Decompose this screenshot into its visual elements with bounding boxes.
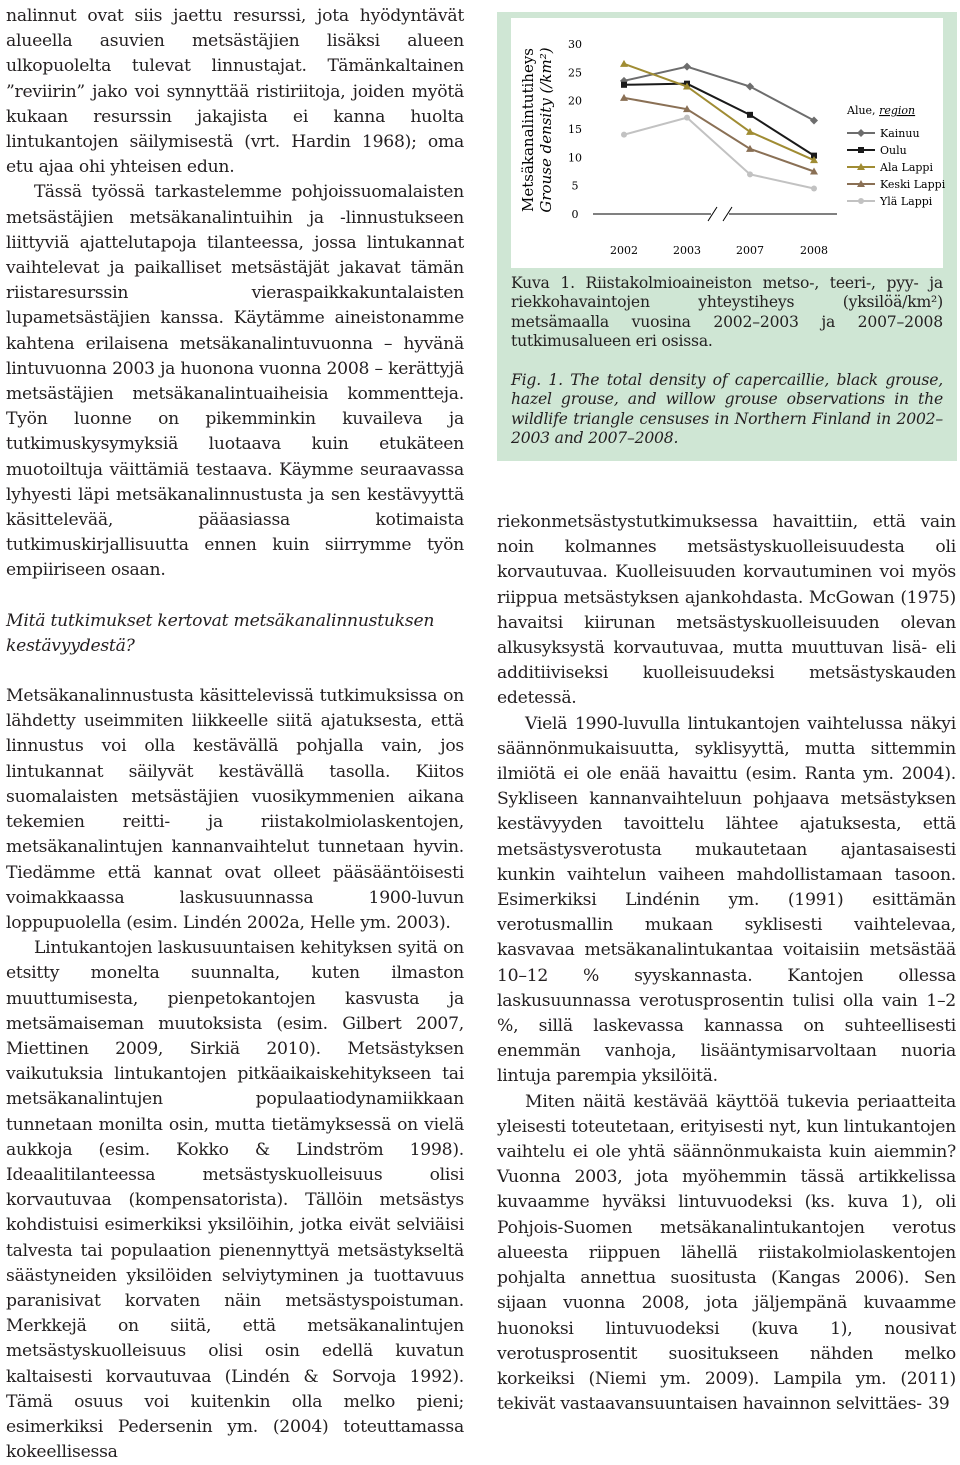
caption-english: Fig. 1. The total density of capercaillie, black grouse, hazel grouse, and willow grouse observations in the wildlife triangle censuses in Northern Finland in 2002–2003 and 2007–2008. — [511, 371, 943, 448]
x-tick-label: 2007 — [736, 244, 764, 257]
legend-title-en: region — [879, 104, 916, 117]
x-tick-label: 2003 — [673, 244, 701, 257]
y-axis-label-en: Grouse density (/km²) — [537, 47, 555, 213]
paragraph: Vielä 1990-luvulla lintukantojen vaihtelussa näkyi säännönmukaisuutta, syklisyyttä, mutta sittemmin ilmiötä ei ole enää havaittu (esim. Ranta ym. 2004). Sykliseen kannanvaihteluun pohjaava metsästyksen kestävyyden tavoittelu lähtee ajatuksesta, että metsästysverotusta mukautetaan ajantasaisesti kunkin vaihtelun vaiheen mahdollistamaan tasoon. Esimerkiksi Lindénin ym. (1991) esittämän verotusmallin mukaan syklisesti vaihtelevaa, kasvavaa metsäkanalintukantaa voitaisiin metsästää 10–12 % syyskannasta. Kantojen ollessa laskusuunnassa verotusprosentin tulisi olla vain 1–2 %, sillä laskevassa kannassa on suhteellisesti enemmän vanhoja, lisääntymisarvoltaan nuoria lintuja parempia yksilöitä. — [497, 713, 956, 1087]
data-point — [747, 112, 753, 118]
legend-label: Kainuu — [880, 127, 920, 140]
x-tick-label: 2002 — [610, 244, 638, 257]
grouse-density-chart — [511, 18, 946, 268]
y-tick-label: 30 — [568, 38, 582, 51]
y-axis-label — [519, 47, 555, 212]
paragraph: Metsäkanalinnustusta käsittelevissä tutkimuksissa on lähdetty useimmiten liikkeelle siitä ajatuksesta, että linnustus voi olla kestävällä pohjalla vain, jos lintukannat säilyvät kestävällä tasolla. Kiitos suomalaisten metsästäjien vuosikymmenien aikana tekemien reitti- ja riistakolmiolaskentojen, metsäkanalintujen kannanvaihtelut tunnetaan hyvin. Tiedämme että kannat ovat olleet pääsääntöisesti voimakkaassa laskusuunnassa 1900-luvun loppupuolella (esim. Lindén 2002a, Helle ym. 2003). — [6, 686, 464, 933]
data-point — [683, 63, 691, 71]
paragraph: nalinnut ovat siis jaettu resurssi, jota hyödyntävät alueella asuvien metsästäjien lisäksi alueen ulkopuolelta tulevat linnustajat. Tämänkaltainen ”reviirin” jako voi synnyttää ristiriitoja, joiden myötä kukaan resurssin jakajista ei kanna huolta lintukantojen säilymisestä (vrt. Hardin 1968); oma etu ajaa ohi yhteisen edun. — [6, 6, 464, 178]
data-point — [857, 129, 865, 137]
legend-title-fi: Alue, — [847, 104, 880, 117]
right-column — [497, 510, 956, 1417]
data-point — [746, 83, 754, 91]
paragraph: Lintukantojen laskusuuntaisen kehityksen syitä on etsitty monelta suunnalta, kuten ilmaston muuttumisesta, pienpetokantojen kasvusta ja metsämaiseman muutoksista (esim. Gilbert 2007, Miettinen 2009, Sirkiä 2010). Metsästyksen vaikutuksia lintukantojen pitkäaikaiskehitykseen tai metsäkanalintujen populaatiodynamiikkaan tunnetaan monilta osin, mutta tietämyksessä on vielä aukkoja (esim. Kokko & Lindström 1998). Ideaalitilanteessa metsästyskuolleisuus olisi korvautuvaa (kompensatorista). Tällöin metsästys kohdistuisi esimerkiksi yksilöihin, jotka eivät selviäisi talvesta tai populaation pienennyttyä metsästykseltä säästyneiden yksilöiden selviytyminen ja tuottavuus paranisivat korvaten näin metsästyspoistuman. Merkkejä on siitä, että metsäkanalintujen metsästyskuolleisuus olisi osin edellä kuvatun kaltaisesti korvautuvaa (Lindén & Sorvoja 1992). Tämä osuus voi kuitenkin olla melko pieni; esimerkiksi Pedersenin ym. (2004) toteuttamassa kokeellisessa — [6, 938, 464, 1463]
figure-box — [497, 12, 957, 461]
y-tick-label: 20 — [568, 94, 582, 108]
legend-label: Ala Lappi — [880, 161, 933, 174]
page-number: 39 — [928, 1394, 950, 1414]
data-point — [747, 171, 753, 177]
data-point — [684, 115, 690, 121]
y-axis-label-fi: Metsäkanalintutiheys — [519, 47, 537, 213]
paragraph: Miten näitä kestävää käyttöä tukevia periaatteita yleisesti toteutetaan, erityisesti nyt, kun lintukantojen vaihtelu ei ole yhtä säännönmukaista kuin aiemmin? Vuonna 2003, jota myöhemmin tässä artikkelissa kuvaamme hyväksi lintuvuodeksi (ks. kuva 1), oli Pohjois-Suomen metsäkanalintukantojen verotus alueesta riippuen lähellä riistakolmiolaskentojen pohjalta annettua suositusta (Kangas 2006). Sen sijaan vuonna 2008, jota jäljempänä kuvaamme huonoksi lintuvuodeksi (kuva 1), nousivat verotusprosentit suositukseen nähden melko korkeiksi (Niemi ym. 2009). Lampila ym. (2011) tekivät vastaavansuuntaisen havainnon selvittäes- — [497, 1091, 956, 1415]
chart-svg — [511, 18, 946, 268]
legend-label: Keski Lappi — [880, 178, 946, 191]
data-point — [621, 132, 627, 138]
data-point — [620, 60, 628, 67]
data-point — [858, 198, 864, 204]
section-heading: Mitä tutkimukset kertovat metsäkanalinnustuksen kestävyydestä? — [6, 610, 435, 656]
y-tick-label: 10 — [568, 151, 582, 165]
data-point — [810, 117, 818, 125]
left-column — [6, 4, 464, 1465]
data-point — [858, 147, 864, 153]
caption-finnish: Kuva 1. Riistakolmioaineiston metso-, teeri-, pyy- ja riekkohavaintojen yhteystiheys (yksilöä/km²) metsämaalla vuosina 2002–2003 ja 2007–2008 tutkimusalueen eri osissa. — [511, 274, 943, 351]
x-tick-label: 2008 — [800, 244, 828, 257]
series-line — [624, 84, 814, 156]
legend-label: Ylä Lappi — [880, 195, 933, 208]
y-tick-label: 5 — [571, 179, 579, 193]
y-tick-label: 25 — [568, 66, 582, 80]
legend-title — [846, 104, 915, 117]
y-tick-label: 0 — [571, 208, 579, 221]
data-point — [811, 186, 817, 192]
legend-label: Oulu — [880, 144, 907, 157]
paragraph: Tässä työssä tarkastelemme pohjoissuomalaisten metsästäjien metsäkanalintuihin ja -linnustukseen liittyviä ajattelutapoja tilanteessa, jossa lintukannat vaihtelevat ja paikalliset metsästäjät jakavat tämän riistaresurssin vieraspaikkakuntalaisten lupametsästäjien kanssa. Käytämme aineistonamme kahtena erilaisena metsäkanalintuvuonna – hyvänä lintuvuonna 2003 ja huonona vuonna 2008 – kerättyjä metsästäjien metsäkanalintuaiheisia kommentteja. Työn luonne on pikemminkin kuvaileva ja tutkimuskysymyksiä luotaava kuin etukäteen muotoiltuja väittämiä testaava. Käymme seuraavassa lyhyesti läpi metsäkanalinnustusta ja sen kestävyyttä käsittelevää, pääasiassa kotimaista tutkimuskirjallisuutta ennen kuin siirrymme työn empiiriseen osaan. — [6, 182, 464, 581]
data-point — [621, 82, 627, 88]
y-tick-label: 15 — [568, 123, 582, 136]
paragraph: riekonmetsästystutkimuksessa havaittiin, että vain noin kolmannes metsästyskuolleisuudesta oli korvautuvaa. Kuolleisuuden korvautuminen voi myös riippua metsästyksen ajankohdasta. McGowan (1975) havaitsi kiirunan metsästyskuolleisuuden olevan alkusyksystä korvautuvaa, mutta muuttuvan lisä- eli additiiviseksi kuolleisuudeksi metsästyskauden edetessä. — [497, 512, 956, 709]
data-point — [746, 145, 754, 152]
